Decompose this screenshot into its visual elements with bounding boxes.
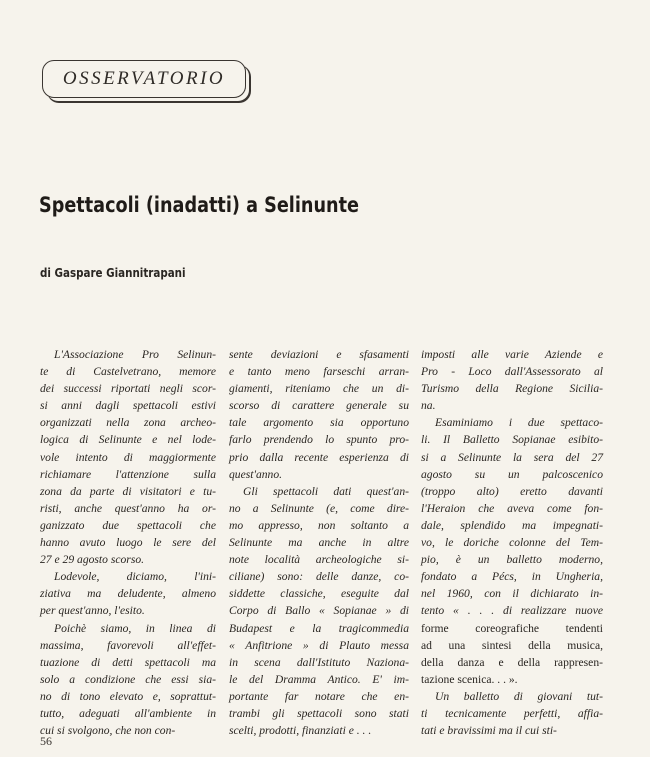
text-line: ganizzato due spettacoli che — [40, 518, 216, 532]
text-line: organizzati nella zona archeo- — [40, 416, 216, 430]
text-line: tazione scenica. . . ». — [421, 672, 518, 686]
text-line: « Anfitrione » di Plauto messa — [229, 638, 409, 652]
section-header-box — [42, 60, 246, 98]
text-line: li. Il Balletto Sopianae esibito- — [421, 433, 603, 447]
text-line: Gli spettacoli dati quest'an- — [243, 484, 409, 498]
text-line: scelti, prodotti, finanziati e . . . — [229, 724, 372, 738]
text-line: te di Castelvetrano, memore — [40, 365, 216, 379]
text-line: imposti alle varie Aziende e — [421, 348, 603, 361]
text-line: dale, splendido ma impegnati- — [421, 518, 603, 532]
text-line: tale argomento sia opportuno — [229, 416, 409, 430]
text-line: no a Selinunte (e, come dire- — [229, 501, 409, 515]
text-line: ciliane) sono: delle danze, co- — [229, 570, 409, 584]
text-line: tuazione di detti spettacoli ma — [40, 655, 216, 669]
text-line: na. — [421, 399, 436, 413]
text-line: solo a condizione che essi sia- — [40, 672, 216, 686]
text-line: Lodevole, diciamo, l'ini- — [54, 570, 216, 584]
text-line: della danza e della rappresen- — [421, 655, 603, 669]
text-line: prio dalla recente esperienza di — [229, 450, 409, 464]
text-line: L'Associazione Pro Selinun- — [54, 348, 216, 361]
text-line: Poichè siamo, in linea di — [54, 621, 216, 635]
text-line: hanno avuto luogo le sere del — [40, 536, 216, 550]
text-line: Esaminiamo i due spettaco- — [435, 416, 603, 430]
text-line: e tanto meno farseschi arran- — [229, 365, 409, 379]
text-line: farlo prendendo lo spunto pro- — [229, 433, 409, 447]
text-line: ad una sintesi della musica, — [421, 638, 603, 652]
text-line: richiamare l'attenzione sulla — [40, 467, 216, 481]
text-line: l'Heraion che aveva come fon- — [421, 501, 603, 515]
text-line: mo appresso, non soltanto a — [229, 518, 409, 532]
article-title: Spettacoli (inadatti) a Selinunte — [39, 193, 359, 217]
text-line: Pro - Loco dall'Assessorato al — [421, 365, 603, 379]
text-line: sente deviazioni e sfasamenti — [229, 348, 409, 361]
text-line: forme coreografiche tendenti — [421, 621, 603, 635]
text-line: tati e bravissimi ma il cui sti- — [421, 724, 557, 738]
text-line: pio, è un balletto moderno, — [421, 553, 603, 567]
text-column-1 — [40, 346, 216, 739]
text-line: tutto, adeguati all'ambiente in — [40, 706, 216, 720]
text-line: vo, le doriche colonne del Tem- — [421, 536, 603, 550]
text-line: (troppo alto) eretto davanti — [421, 484, 603, 498]
text-line: quest'anno. — [229, 467, 283, 481]
text-line: note località archeologiche si- — [229, 553, 409, 567]
article-author: di Gaspare Giannitrapani — [40, 266, 186, 280]
text-line: scorso di carattere generale su — [229, 399, 409, 413]
text-line: 27 e 29 agosto scorso. — [40, 553, 145, 567]
text-line: Corpo di Ballo « Sopianae » di — [229, 604, 409, 618]
text-line: si a Selinunte la sera del 27 — [421, 450, 603, 464]
text-line: zona da parte di visitatori e tu- — [40, 484, 216, 498]
text-column-2 — [229, 346, 409, 739]
text-line: risti, anche quest'anno ha or- — [40, 501, 216, 515]
text-line: massima, favorevoli all'effet- — [40, 638, 216, 652]
text-line: le del Dramma Antico. E' im- — [229, 672, 409, 686]
text-line: in scena dall'Istituto Naziona- — [229, 655, 409, 669]
text-line: per quest'anno, l'esito. — [40, 604, 145, 618]
text-line: portante far notare che en- — [229, 689, 409, 703]
text-line: tento « . . . di realizzare nuove — [421, 604, 603, 618]
text-column-3 — [421, 346, 603, 739]
text-line: Selinunte ma anche in altre — [229, 536, 409, 550]
text-line: agosto su un palcoscenico — [421, 467, 603, 481]
section-label: OSSERVATORIO — [62, 68, 226, 89]
text-line: giamenti, riteniamo che un di- — [229, 382, 409, 396]
text-line: si anni dagli spettacoli estivi — [40, 399, 216, 413]
text-line: siddette classiche, eseguite dal — [229, 587, 409, 601]
text-line: no di tono elevato e, soprattut- — [40, 689, 216, 703]
text-line: ziativa ma deludente, almeno — [40, 587, 216, 601]
text-line: cui si svolgono, che non con- — [40, 724, 176, 738]
text-line: Un balletto di giovani tut- — [435, 689, 603, 703]
text-line: dei successi riportati negli scor- — [40, 382, 216, 396]
page-number: 56 — [40, 734, 52, 748]
text-line: Turismo della Regione Sicilia- — [421, 382, 603, 396]
text-line: fondato a Pécs, in Ungheria, — [421, 570, 603, 584]
text-line: Budapest e la tragicommedia — [229, 621, 409, 635]
text-line: vole intento di maggiormente — [40, 450, 216, 464]
text-line: trambi gli spettacoli sono stati — [229, 706, 409, 720]
text-line: nel 1960, con il dichiarato in- — [421, 587, 603, 601]
text-line: logica di Selinunte e nel lode- — [40, 433, 216, 447]
text-line: ti tecnicamente perfetti, affia- — [421, 706, 603, 720]
